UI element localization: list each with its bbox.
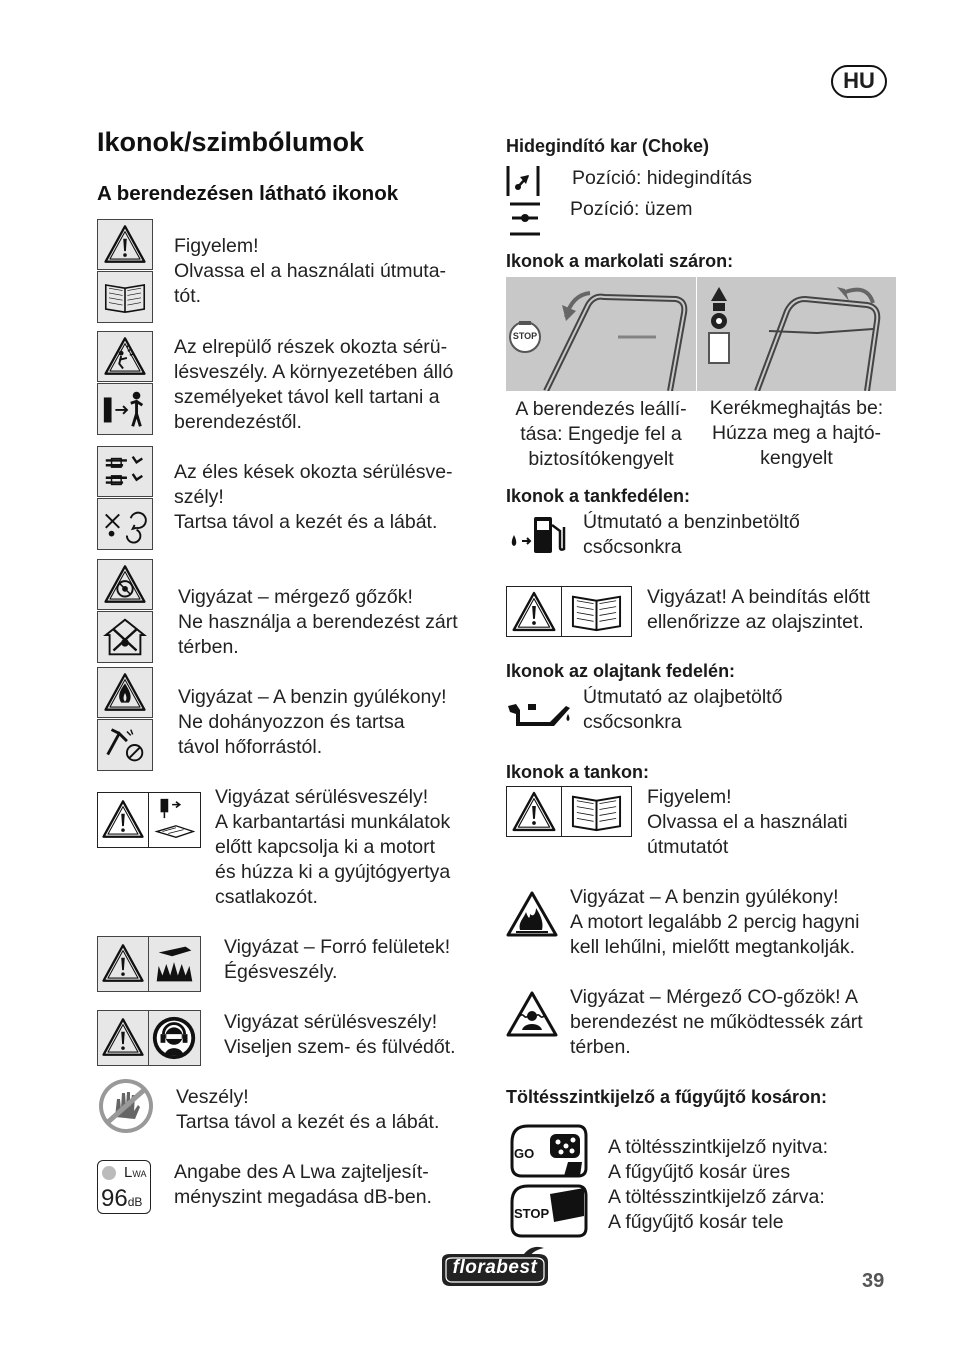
warning-manual-icon-group — [97, 219, 153, 323]
item-text-sharp-blades — [174, 460, 453, 535]
text-line: személyeket távol kell tartani a — [174, 386, 440, 408]
flying-debris-icon-group — [97, 331, 153, 435]
item-text-flammable — [178, 685, 447, 760]
flammable-icon-group — [97, 667, 153, 771]
text-line: tót. — [174, 285, 202, 307]
text-line: Olvassa el a használati — [647, 811, 848, 833]
text-line: A berendezés leállí- — [515, 398, 687, 420]
text-line: ményszint megadása dB-ben. — [174, 1186, 432, 1208]
text-line: Tartsa távol a kezét és a lábát. — [176, 1111, 440, 1133]
text-line: előtt kapcsolja ki a motort — [215, 836, 436, 858]
noise-unit: dB — [127, 1195, 143, 1209]
text-line: Figyelem! — [647, 786, 732, 808]
handle-drive-caption — [697, 396, 896, 471]
maintenance-icon-group — [97, 792, 201, 848]
text-line: berendezést ne működtessék zárt — [570, 1011, 863, 1033]
text-line: A töltésszintkijelző zárva: — [608, 1186, 825, 1208]
protection-icon-group — [97, 1010, 201, 1066]
handle-stop-caption — [503, 397, 699, 472]
text-line: A motort legalább 2 percig hagyni — [570, 911, 860, 933]
text-line: Ne használja a berendezést zárt — [178, 611, 458, 633]
handle-drive-image — [697, 277, 896, 391]
text-line: csőcsonkra — [583, 536, 682, 558]
text-line: ellenőrizze az olajszintet. — [647, 611, 864, 633]
oil-can-icon — [506, 696, 572, 730]
text-line: Égésveszély. — [224, 961, 338, 983]
text-line: Vigyázat sérülésveszély! — [215, 786, 429, 808]
tank-read-text — [647, 785, 848, 860]
co-gas-icon — [506, 990, 558, 1038]
text-line: Vigyázat – A benzin gyúlékony! — [178, 686, 447, 708]
manual-book-icon — [561, 586, 632, 637]
item-text-hand-danger — [176, 1085, 439, 1135]
item-text-protection — [224, 1010, 456, 1060]
fuel-pump-icon — [508, 513, 568, 557]
text-line: Tartsa távol a kezét és a lábát. — [174, 511, 438, 533]
hot-surface-icon-group — [97, 936, 201, 992]
page-title: Ikonok/szimbólumok — [97, 127, 365, 157]
text-line: Viseljen szem- és fülvédőt. — [224, 1036, 456, 1058]
text-line: A fűgyűjtő kosár tele — [608, 1211, 784, 1233]
fire-icon — [506, 890, 558, 938]
text-line: Olvassa el a használati útmuta- — [174, 260, 447, 282]
tank-lid-heading: Ikonok a tankfedélen: — [506, 486, 691, 506]
text-line: Vigyázat – Mérgező CO-gőzök! A — [570, 986, 858, 1008]
choke-run-label: Pozíció: üzem — [570, 198, 693, 220]
toxic-fumes-icon — [97, 559, 153, 610]
noise-label-sub: WA — [132, 1169, 147, 1179]
no-indoor-use-icon — [97, 611, 153, 663]
oil-check-text — [647, 585, 870, 635]
toxic-fumes-icon-group — [97, 559, 153, 663]
text-line: térben. — [570, 1036, 631, 1058]
noise-level-label — [124, 1164, 147, 1181]
sharp-blades-icon-group — [97, 446, 153, 550]
text-line: biztosítókengyelt — [528, 448, 674, 470]
text-line: Veszély! — [176, 1086, 249, 1108]
choke-cold-start-label: Pozíció: hidegindítás — [572, 167, 752, 189]
tank-read-icon-group — [506, 786, 632, 837]
level-indicator-heading: Töltésszintkijelző a fűgyűjtő kosáron: — [506, 1087, 828, 1107]
item-text-toxic-fumes — [178, 585, 458, 660]
section-subtitle: A berendezésen látható ikonok — [97, 182, 399, 205]
text-line: Húzza meg a hajtó- — [711, 422, 882, 444]
text-line: Vigyázat sérülésveszély! — [224, 1011, 438, 1033]
text-line: tása: Engedje fel a — [520, 423, 682, 445]
text-line: térben. — [178, 636, 239, 658]
hot-surface-icon — [148, 936, 201, 992]
stop-badge-label: STOP — [512, 331, 538, 341]
brand-name: florabest — [452, 1257, 538, 1278]
text-line: útmutatót — [647, 836, 729, 858]
language-badge: HU — [831, 65, 887, 98]
text-line: Vigyázat – mérgező gőzők! — [178, 586, 413, 608]
sharp-blades-icon — [97, 446, 153, 497]
level-stop-label: STOP — [514, 1206, 550, 1221]
level-go-icon — [506, 1122, 588, 1178]
run-icon — [506, 202, 544, 236]
item-text-maintenance — [215, 785, 450, 910]
choke-icon — [506, 164, 540, 198]
tank-heading: Ikonok a tankon: — [506, 762, 650, 782]
noise-label-main: L — [124, 1164, 133, 1181]
warning-triangle-icon — [506, 586, 562, 637]
item-text-hot-surface — [224, 935, 450, 985]
oil-filler-text — [583, 685, 782, 735]
item-text-read-manual — [174, 234, 446, 309]
item-text-flying-debris — [174, 335, 453, 435]
text-line: Angabe des A Lwa zajteljesít- — [174, 1161, 429, 1183]
eye-ear-protection-icon — [148, 1010, 201, 1066]
text-line: kengyelt — [760, 447, 833, 469]
text-line: A fűgyűjtő kosár üres — [608, 1161, 791, 1183]
item-text-noise-level — [174, 1160, 432, 1210]
text-line: berendezéstől. — [174, 411, 302, 433]
warning-triangle-icon — [506, 786, 562, 837]
text-line: és húzza ki a gyújtógyertya — [215, 861, 451, 883]
text-line: távol hőforrástól. — [178, 736, 323, 758]
level-go-label: GO — [514, 1146, 535, 1161]
text-line: Vigyázat – Forró felületek! — [224, 936, 451, 958]
text-line: Figyelem! — [174, 235, 259, 257]
text-line: Az éles kések okozta sérülésve- — [174, 461, 453, 483]
noise-level-swirl — [102, 1166, 116, 1180]
page-number: 39 — [862, 1270, 885, 1292]
warning-triangle-icon — [97, 936, 149, 992]
text-line: csatlakozót. — [215, 886, 318, 908]
level-indicator-text — [608, 1135, 828, 1235]
brand-logo — [438, 1246, 552, 1288]
noise-level-value — [101, 1185, 142, 1213]
text-line: kell lehűlni, mielőtt megtankolják. — [570, 936, 856, 958]
spark-plug-icon — [148, 792, 201, 848]
flying-debris-icon — [97, 331, 153, 382]
oil-check-icon-group — [506, 586, 632, 637]
text-line: Útmutató az olajbetöltő — [583, 686, 783, 708]
blade-rotation-icon — [97, 498, 153, 550]
tank-co-text — [570, 985, 863, 1060]
choke-heading: Hidegindító kar (Choke) — [506, 136, 710, 156]
text-line: Vigyázat – A benzin gyúlékony! — [570, 886, 839, 908]
noise-level-icon — [97, 1160, 151, 1214]
level-stop-icon — [506, 1182, 588, 1238]
text-line: Az elrepülő részek okozta sérü- — [174, 336, 448, 358]
warning-triangle-icon — [97, 219, 153, 270]
manual-book-icon — [561, 786, 632, 837]
noise-value: 96 — [101, 1185, 128, 1212]
text-line: A töltésszintkijelző nyitva: — [608, 1136, 829, 1158]
text-line: Ne dohányozzon és tartsa — [178, 711, 405, 733]
text-line: szély! — [174, 486, 224, 508]
hand-danger-icon — [97, 1077, 155, 1135]
bystanders-distance-icon — [97, 383, 153, 435]
handle-stop-image — [506, 277, 696, 391]
text-line: Kerékmeghajtás be: — [709, 397, 884, 419]
text-line: Vigyázat! A beindítás előtt — [647, 586, 870, 608]
text-line: Útmutató a benzinbetöltő — [583, 511, 800, 533]
oil-lid-heading: Ikonok az olajtank fedelén: — [506, 661, 736, 681]
warning-triangle-icon — [97, 1010, 149, 1066]
text-line: csőcsonkra — [583, 711, 682, 733]
warning-triangle-icon — [97, 792, 149, 848]
handle-icons-heading: Ikonok a markolati száron: — [506, 251, 734, 271]
text-line: lésveszély. A környezetében álló — [174, 361, 454, 383]
flammable-icon — [97, 667, 153, 718]
tank-fire-text — [570, 885, 859, 960]
fuel-filler-text — [583, 510, 800, 560]
text-line: A karbantartási munkálatok — [215, 811, 451, 833]
no-smoking-icon — [97, 719, 153, 771]
manual-book-icon — [97, 271, 153, 323]
